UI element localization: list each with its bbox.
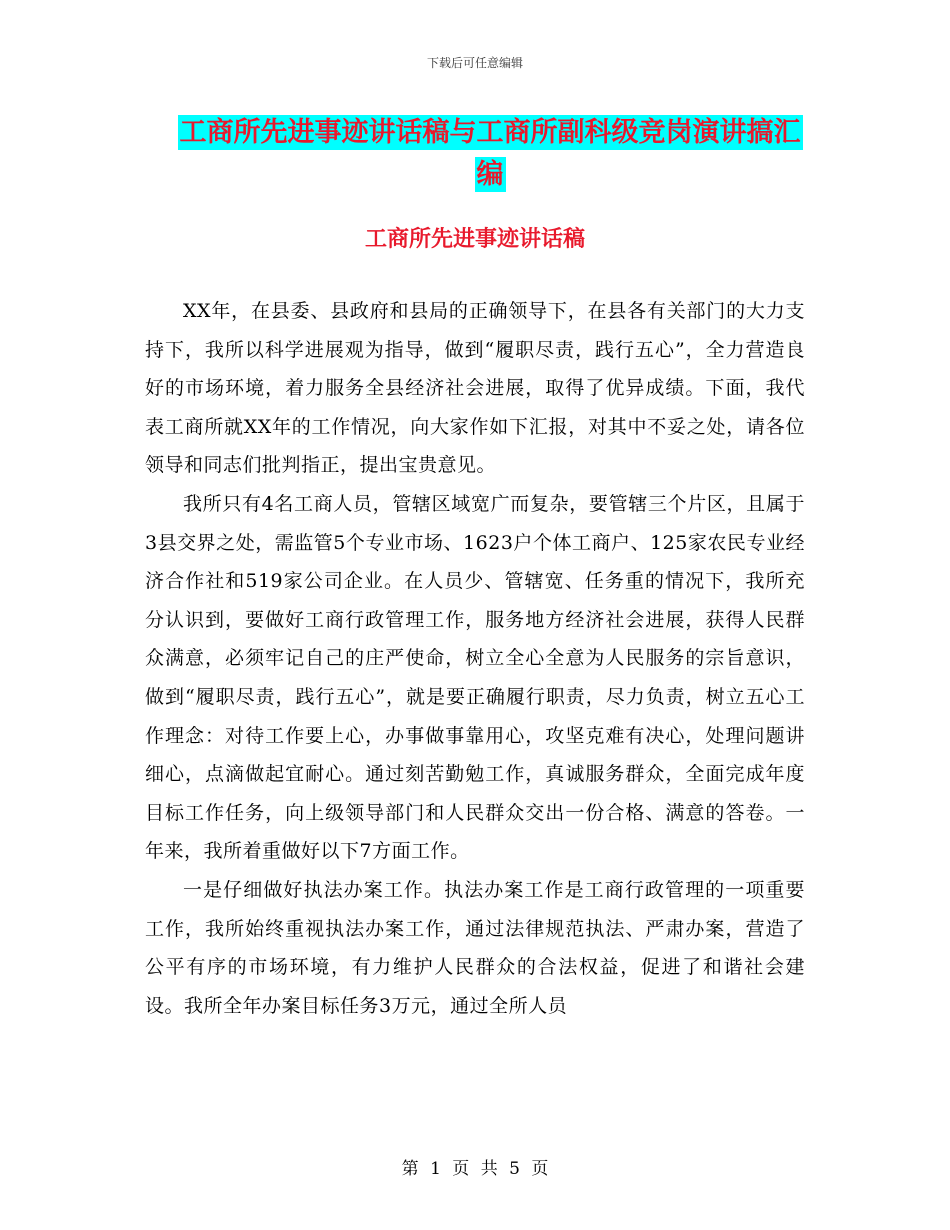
document-title bbox=[150, 112, 830, 196]
page-number: 第 1 页 共 5 页 bbox=[401, 1159, 549, 1179]
header-note: 下载后可任意编辑 bbox=[426, 56, 523, 70]
body-text bbox=[145, 292, 805, 1025]
paragraph: 一是仔细做好执法办案工作。执法办案工作是工商行政管理的一项重要工作，我所始终重视执法办案工作，通过法律规范执法、严肃办案，营造了公平有序的市场环境，有力维护人民群众的合法权益，促进了和谐社会建设。我所全年办案目标任务3万元，通过全所人员 bbox=[145, 878, 805, 1017]
paragraph: XX年，在县委、县政府和县局的正确领导下，在县各有关部门的大力支持下，我所以科学进展观为指导，做到“履职尽责，践行五心”，全力营造良好的市场环境，着力服务全县经济社会进展，取得了优异成绩。下面，我代表工商所就XX年的工作情况，向大家作如下汇报，对其中不妥之处，请各位领导和同志们批判指正，提出宝贵意见。 bbox=[145, 300, 805, 477]
document-title-line-2: 编 bbox=[476, 159, 504, 190]
document-title-line-1: 工商所先进事迹讲话稿与工商所副科级竞岗演讲搞汇 bbox=[179, 117, 801, 148]
section-title: 工商所先进事迹讲话稿 bbox=[364, 227, 585, 252]
paragraph: 我所只有4名工商人员，管辖区域宽广而复杂，要管辖三个片区，且属于3县交界之处，需监管5个专业市场、1623户个体工商户、125家农民专业经济合作社和519家公司企业。在人员少、管辖宽、任务重的情况下，我所充分认识到，要做好工商行政管理工作，服务地方经济社会进展，获得人民群众满意，必须牢记自己的庄严使命，树立全心全意为人民服务的宗旨意识，做到“履职尽责，践行五心”，就是要正确履行职责，尽力负责，树立五心工作理念：对待工作要上心，办事做事靠用心，攻坚克难有决心，处理问题讲细心，点滴做起宜耐心。通过刻苦勤勉工作，真诚服务群众，全面完成年度目标工作任务，向上级领导部门和人民群众交出一份合格、满意的答卷。一年来，我所着重做好以下7方面工作。 bbox=[145, 492, 805, 863]
